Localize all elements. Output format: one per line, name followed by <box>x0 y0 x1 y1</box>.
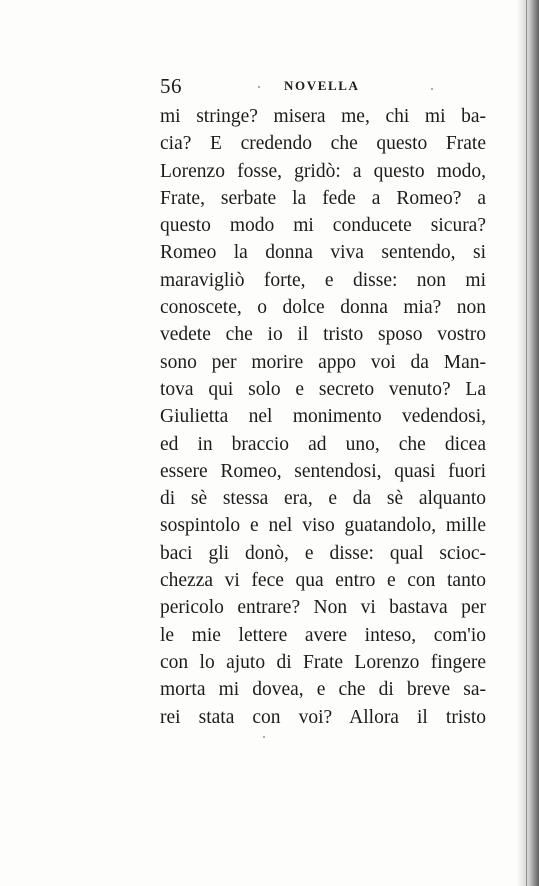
text-line: rei stata con voi? Allora il tristo <box>160 706 486 728</box>
text-line: tova qui solo e secreto venuto? La <box>160 378 486 400</box>
text-line: le mie lettere avere inteso, com'io <box>160 624 486 646</box>
text-line: ed in braccio ad uno, che dicea <box>160 433 486 455</box>
ink-speck <box>431 88 433 90</box>
text-line: vedete che io il tristo sposo vostro <box>160 324 486 346</box>
page-number: 56 <box>160 74 182 98</box>
text-line: Romeo la donna viva sentendo, si <box>160 242 486 264</box>
text-line: Giulietta nel monimento vedendosi, <box>160 406 486 428</box>
page-edge-shadow <box>517 0 539 886</box>
ink-speck <box>258 86 260 88</box>
text-line: maravigliò forte, e disse: non mi <box>160 269 486 291</box>
text-line: sono per morire appo voi da Man- <box>160 351 486 373</box>
text-line: mi stringe? misera me, chi mi ba- <box>160 106 486 127</box>
text-line: pericolo entrare? Non vi bastava per <box>160 597 486 619</box>
text-line: baci gli donò, e disse: qual scioc- <box>160 542 486 564</box>
text-line: chezza vi fece qua entro e con tanto <box>160 570 486 592</box>
running-head <box>160 74 490 98</box>
text-line: morta mi dovea, e che di breve sa- <box>160 679 486 701</box>
text-line: cia? E credendo che questo Frate <box>160 133 486 155</box>
body-text <box>160 103 486 731</box>
text-line: di sè stessa era, e da sè alquanto <box>160 488 486 510</box>
text-line: Frate, serbate la fede a Romeo? a <box>160 187 486 209</box>
text-line: questo modo mi conducete sicura? <box>160 215 486 237</box>
text-line: con lo ajuto di Frate Lorenzo fingere <box>160 651 486 673</box>
text-line: conoscete, o dolce donna mia? non <box>160 297 486 319</box>
ink-speck <box>263 736 265 738</box>
page-header-title: NOVELLA <box>284 78 360 93</box>
text-line: Lorenzo fosse, gridò: a questo modo, <box>160 160 486 182</box>
text-line: sospintolo e nel viso guatandolo, mille <box>160 515 486 537</box>
text-line: essere Romeo, sentendosi, quasi fuori <box>160 460 486 482</box>
